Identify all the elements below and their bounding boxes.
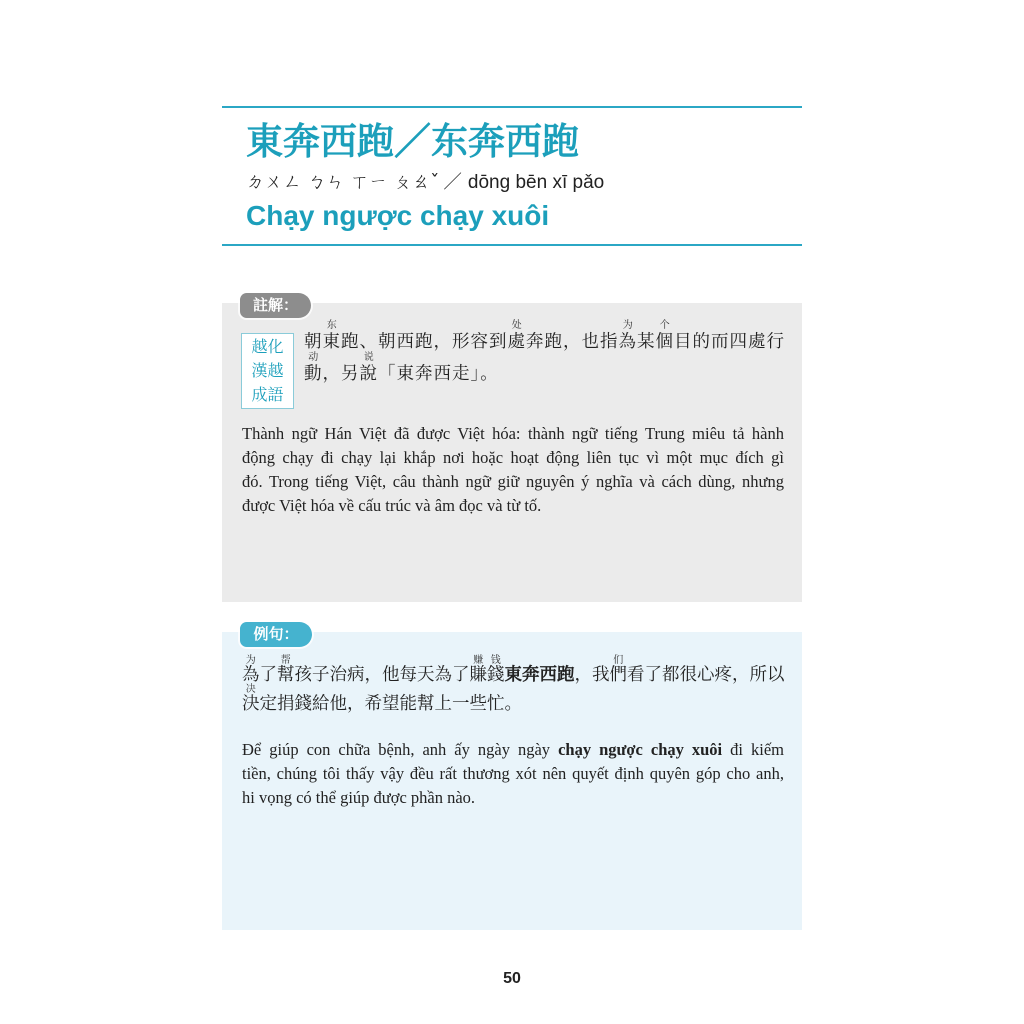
- bopomofo-reading: ㄉㄨㄥ ㄅㄣ ㄒㄧ ㄆㄠˇ: [246, 172, 440, 193]
- category-label: 越化: [251, 337, 284, 356]
- ruby-base: 處: [507, 332, 526, 352]
- text-run: động chạy đi chạy lại khắp nơi hoặc hoạt động liên tục vì một mục đích gì: [242, 448, 784, 467]
- text-run: 孩子治病，他每天為了: [294, 665, 470, 685]
- text-run: 奔跑，也指: [526, 332, 619, 352]
- text-run: Thành ngữ Hán Việt đã được Việt hóa: thành ngữ tiếng Trung miêu tả hành: [242, 424, 784, 443]
- category-label: 漢越: [251, 361, 284, 380]
- ruby-char: [655, 320, 675, 358]
- header-top-rule: [222, 106, 802, 108]
- example-vietnamese-line: [242, 738, 784, 762]
- ruby-char: [322, 320, 342, 358]
- notes-label-tag: 註解：: [240, 293, 311, 318]
- example-chinese-line: [242, 684, 785, 719]
- ruby-base: 賺: [469, 665, 487, 685]
- pinyin-reading: dōng bēn xī pǎo: [467, 172, 605, 193]
- ruby-annotation: 处: [511, 320, 522, 331]
- text-run: 了: [259, 665, 277, 685]
- example-vietnamese-sentence: [242, 738, 784, 810]
- example-vietnamese-line: [242, 786, 784, 810]
- text-run: 目的而四處行: [674, 332, 785, 352]
- notes-vietnamese-line: [242, 494, 784, 518]
- ruby-annotation: 东: [326, 320, 337, 331]
- ruby-char: [304, 352, 323, 390]
- example-label-tag: 例句：: [240, 622, 312, 647]
- notes-vietnamese-line: [242, 470, 784, 494]
- text-run: 朝: [304, 332, 323, 352]
- ruby-annotation: 个: [659, 320, 670, 331]
- text-run: ，另: [322, 364, 360, 384]
- notes-vietnamese-line: [242, 446, 784, 470]
- text-run: đi kiếm: [722, 740, 784, 759]
- ruby-base: 為: [242, 665, 260, 685]
- ruby-annotation: 赚: [473, 655, 484, 666]
- notes-vietnamese-text: [242, 422, 784, 518]
- text-run: 跑、朝西跑，形容到: [341, 332, 508, 352]
- text-run: 看了都很心疼，所以: [627, 665, 785, 685]
- text-run: Để giúp con chữa bệnh, anh ấy ngày ngày: [242, 740, 559, 759]
- text-run: 「東奔西走」。: [378, 364, 499, 384]
- text-run: hi vọng có thể giúp được phần nào.: [242, 788, 476, 807]
- ruby-base: 為: [618, 332, 637, 352]
- ruby-char: [609, 655, 628, 690]
- example-chinese-line: [242, 655, 785, 690]
- ruby-annotation: 动: [308, 352, 319, 363]
- notes-chinese-line: [304, 352, 785, 390]
- ruby-annotation: 们: [613, 655, 624, 666]
- ruby-char: [487, 655, 505, 690]
- ruby-annotation: 帮: [280, 655, 291, 666]
- ruby-annotation: 决: [245, 684, 256, 695]
- category-box: [241, 333, 294, 409]
- notes-chinese-line: [304, 320, 785, 358]
- example-chinese-sentence: [242, 655, 785, 719]
- ruby-base: 決: [242, 694, 260, 714]
- text-run: đó. Trong tiếng Việt, câu thành ngữ giữ nguyên ý nghĩa và cách dùng, nhưng: [242, 472, 784, 491]
- text-run: ，我: [574, 665, 610, 685]
- ruby-char: [359, 352, 379, 390]
- ruby-base: 動: [304, 364, 323, 384]
- text-run: tiền, chúng tôi thấy vậy đều rất thương xót nên quyết định quyên góp cho anh,: [242, 764, 784, 783]
- ruby-annotation: 为: [245, 655, 256, 666]
- ruby-base: 個: [655, 332, 674, 352]
- ruby-annotation: 钱: [490, 655, 501, 666]
- ruby-char: [507, 320, 527, 358]
- ruby-base: 幫: [277, 665, 295, 685]
- vietnamese-equivalent: Chạy ngược chạy xuôi: [246, 200, 550, 231]
- ruby-char: [469, 655, 488, 690]
- ruby-base: 們: [609, 665, 627, 685]
- notes-vietnamese-line: [242, 422, 784, 446]
- text-run: được Việt hóa về cấu trúc và âm đọc và từ tố.: [242, 496, 542, 515]
- header-bottom-rule: [222, 244, 802, 246]
- page-number: 50: [503, 970, 521, 987]
- ruby-annotation: 为: [622, 320, 633, 331]
- text-run: 定捐錢給他，希望能幫上一些忙。: [259, 694, 522, 714]
- ruby-base: 錢: [487, 665, 505, 685]
- text-run: 某: [637, 332, 656, 352]
- example-vietnamese-line: [242, 762, 784, 786]
- ruby-base: 說: [359, 364, 378, 384]
- emphasized-phrase: 東奔西跑: [504, 665, 575, 685]
- ruby-char: [242, 684, 260, 719]
- reading-separator: ／: [443, 172, 462, 193]
- emphasized-phrase: chạy ngược chạy xuôi: [558, 740, 723, 759]
- notes-chinese-text: [304, 320, 785, 390]
- pronunciation-line: [246, 171, 604, 195]
- category-label: 成語: [251, 385, 284, 404]
- idiom-title: 東奔西跑／东奔西跑: [246, 120, 579, 163]
- ruby-char: [618, 320, 638, 358]
- ruby-char: [277, 655, 295, 690]
- ruby-base: 東: [322, 332, 341, 352]
- ruby-annotation: 说: [363, 352, 374, 363]
